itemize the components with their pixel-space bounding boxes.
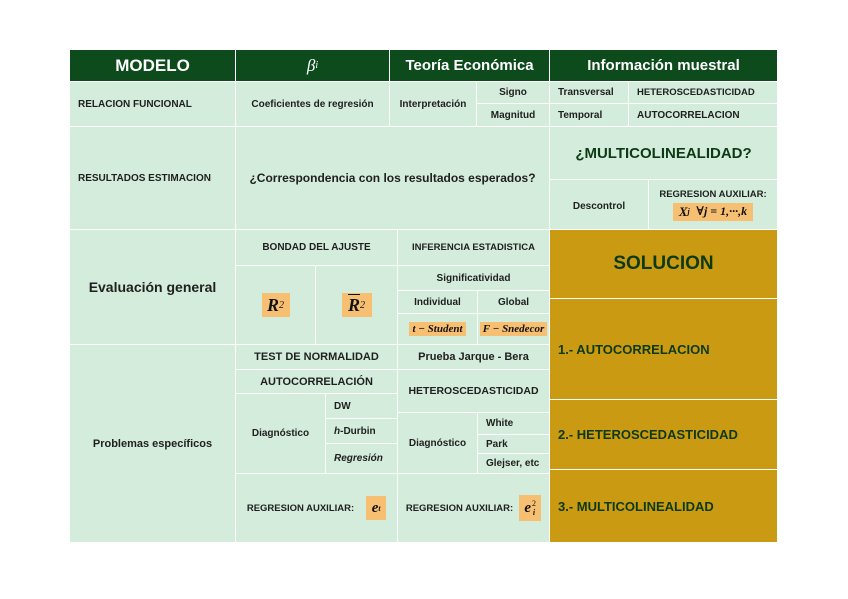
h-durbin <box>326 419 397 443</box>
ei-subscript: i <box>532 508 536 517</box>
diagnostico-heterosc: Diagnóstico <box>398 413 477 473</box>
multicolinealidad-question: ¿MULTICOLINEALIDAD? <box>550 127 777 179</box>
heteroscedasticidad-label: HETEROSCEDASTICIDAD <box>629 82 777 103</box>
et-symbol: e <box>371 499 379 516</box>
transversal: Transversal <box>550 82 628 103</box>
r2-adjusted-superscript: 2 <box>360 299 365 311</box>
problemas-especificos: Problemas específicos <box>70 345 235 542</box>
inferencia-estadistica: INFERENCIA ESTADISTICA <box>398 230 549 265</box>
heteroscedasticidad-test: HETEROSCEDASTICIDAD <box>398 370 549 412</box>
regresion-auxiliar-multicol <box>649 180 777 229</box>
header-info: Información muestral <box>550 50 777 81</box>
reg-aux-et-text: REGRESION AUXILIAR: <box>246 502 355 514</box>
white-test: White <box>478 413 549 434</box>
coeficientes-regresion: Coeficientes de regresión <box>236 82 389 126</box>
ei-symbol: e <box>524 499 531 516</box>
formula-box <box>673 203 753 221</box>
formula-rest: ∀j = 1,···,k <box>696 204 748 218</box>
descontrol: Descontrol <box>550 180 648 229</box>
r2-adjusted-box <box>342 293 372 317</box>
solucion-heteroscedasticidad: 2.- HETEROSCEDASTICIDAD <box>550 400 777 469</box>
ei-box <box>519 495 541 521</box>
relacion-funcional: RELACION FUNCIONAL <box>70 82 235 126</box>
et-box <box>366 496 386 520</box>
bondad-del-ajuste: BONDAD DEL AJUSTE <box>236 230 397 265</box>
park-test: Park <box>478 435 549 453</box>
resultados-estimacion: RESULTADOS ESTIMACION <box>70 127 235 229</box>
r2-symbol: R <box>266 294 279 315</box>
h-durbin-rest: -Durbin <box>340 425 376 437</box>
glejser-test: Glejser, etc <box>478 454 549 473</box>
magnitud: Magnitud <box>477 104 549 126</box>
beta-subscript: i <box>315 60 319 71</box>
r2-superscript: 2 <box>279 299 284 311</box>
formula-x: X <box>678 203 688 219</box>
t-student-cell <box>398 314 477 344</box>
test-normalidad: TEST DE NORMALIDAD <box>236 345 397 369</box>
f-snedecor-cell <box>478 314 549 344</box>
formula-x-sub: j <box>687 207 690 216</box>
autocorrelacion-label: AUTOCORRELACION <box>629 104 777 126</box>
r2-adjusted-symbol: $\overline{R}$ <box>347 294 360 315</box>
t-student-box: t − Student <box>409 322 465 336</box>
temporal: Temporal <box>550 104 628 126</box>
dw: DW <box>326 394 397 418</box>
signo: Signo <box>477 82 549 103</box>
autocorrelacion-test: AUTOCORRELACIÓN <box>236 370 397 393</box>
header-modelo: MODELO <box>70 50 235 81</box>
header-teoria: Teoría Económica <box>390 50 549 81</box>
jarque-bera: Prueba Jarque - Bera <box>398 345 549 369</box>
solucion-multicolinealidad: 3.- MULTICOLINEALIDAD <box>550 470 777 542</box>
regresion-auxiliar-text: REGRESION AUXILIAR: <box>659 188 767 200</box>
interpretacion: Interpretación <box>390 82 476 126</box>
beta-symbol: β <box>306 55 316 75</box>
ei-superscript: 2 <box>531 499 536 508</box>
r2-adjusted-cell <box>316 266 397 344</box>
diagnostico-autocorr: Diagnóstico <box>236 394 325 473</box>
correspondencia: ¿Correspondencia con los resultados esperados? <box>236 127 549 229</box>
et-subscript: t <box>378 503 381 513</box>
r2-cell <box>236 266 315 344</box>
regresion-label: Regresión <box>326 444 397 473</box>
header-beta <box>236 50 389 81</box>
h-durbin-h: h <box>334 425 341 437</box>
reg-aux-ei-text: REGRESION AUXILIAR: <box>405 502 514 514</box>
regresion-auxiliar-et <box>236 474 397 542</box>
r2-box <box>262 293 290 317</box>
global: Global <box>478 291 549 313</box>
f-snedecor-box: F − Snedecor <box>480 322 547 336</box>
significatividad: Significatividad <box>398 266 549 290</box>
individual: Individual <box>398 291 477 313</box>
solucion-autocorrelacion: 1.- AUTOCORRELACION <box>550 299 777 399</box>
solucion: SOLUCION <box>550 230 777 298</box>
evaluacion-general: Evaluación general <box>70 230 235 344</box>
regresion-auxiliar-ei <box>398 474 549 542</box>
